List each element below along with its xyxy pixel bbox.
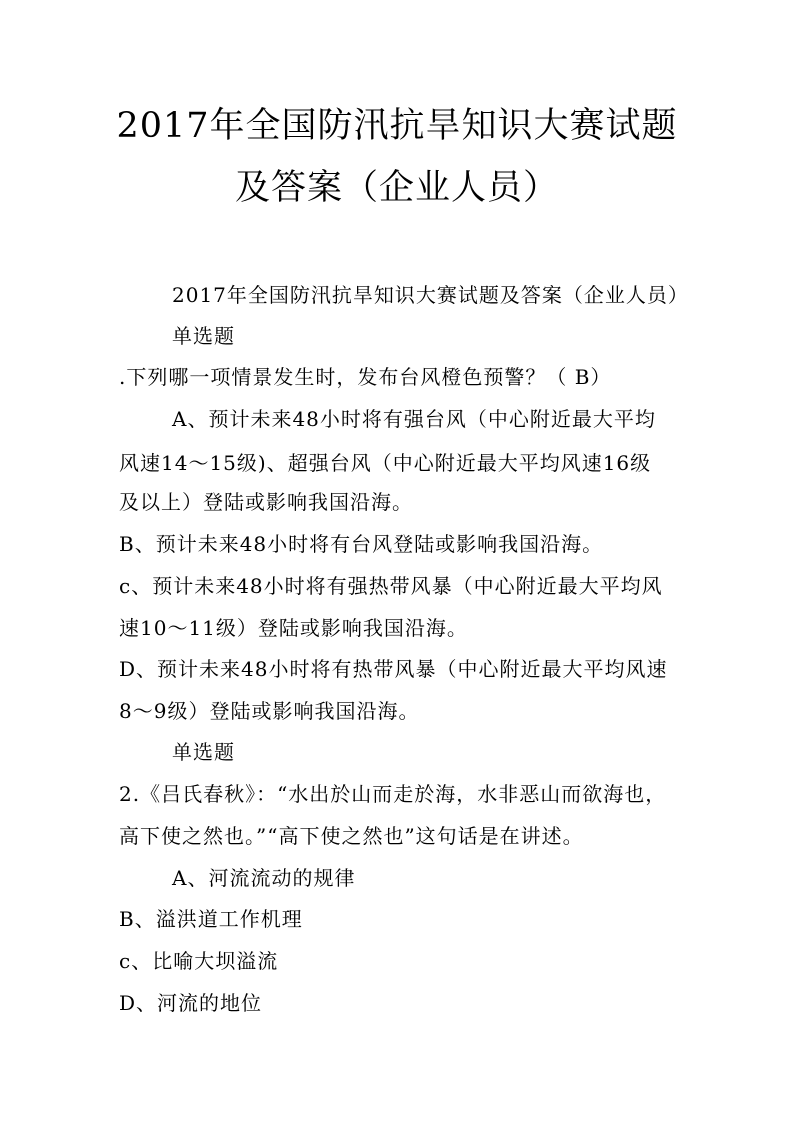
document-title-line-1: 2017年全国防汛抗旱知识大赛试题	[116, 106, 678, 146]
question-2-option-b: B、溢洪道工作机理	[119, 907, 303, 931]
question-2-option-d: D、河流的地位	[119, 991, 263, 1015]
body-heading: 2017年全国防汛抗旱知识大赛试题及答案（企业人员）	[172, 283, 689, 307]
question-1-option-d: D、预计未来48小时将有热带风暴（中心附近最大平均风速	[119, 657, 668, 681]
question-2-cont: 高下使之然也。”“高下使之然也”这句话是在讲述。	[119, 824, 584, 848]
question-1-option-c-cont: 速10～11级）登陆或影响我国沿海。	[119, 616, 468, 640]
question-1-option-a: A、预计未来48小时将有强台风（中心附近最大平均	[172, 407, 656, 431]
question-1-option-a-cont: 及以上）登陆或影响我国沿海。	[119, 490, 413, 514]
section-label: 单选题	[172, 740, 235, 764]
question-1-option-d-cont: 8～9级）登陆或影响我国沿海。	[119, 699, 420, 723]
question-1: .下列哪一项情景发生时，发布台风橙色预警？（ B）	[119, 365, 612, 389]
section-label: 单选题	[172, 324, 235, 348]
document-title-line-2: 及答案（企业人员）	[234, 168, 559, 208]
question-2-option-a: A、河流流动的规律	[172, 866, 356, 890]
question-1-option-c: c、预计未来48小时将有强热带风暴（中心附近最大平均风	[119, 574, 663, 598]
question-2: 2.《吕氏春秋》：“水出於山而走於海，水非恶山而欲海也，	[119, 782, 667, 806]
question-1-option-b: B、预计未来48小时将有台风登陆或影响我国沿海。	[119, 532, 604, 556]
question-1-option-a-cont: 风速14～15级)、超强台风（中心附近最大平均风速16级	[119, 451, 652, 475]
question-2-option-c: c、比喻大坝溢流	[119, 949, 279, 973]
